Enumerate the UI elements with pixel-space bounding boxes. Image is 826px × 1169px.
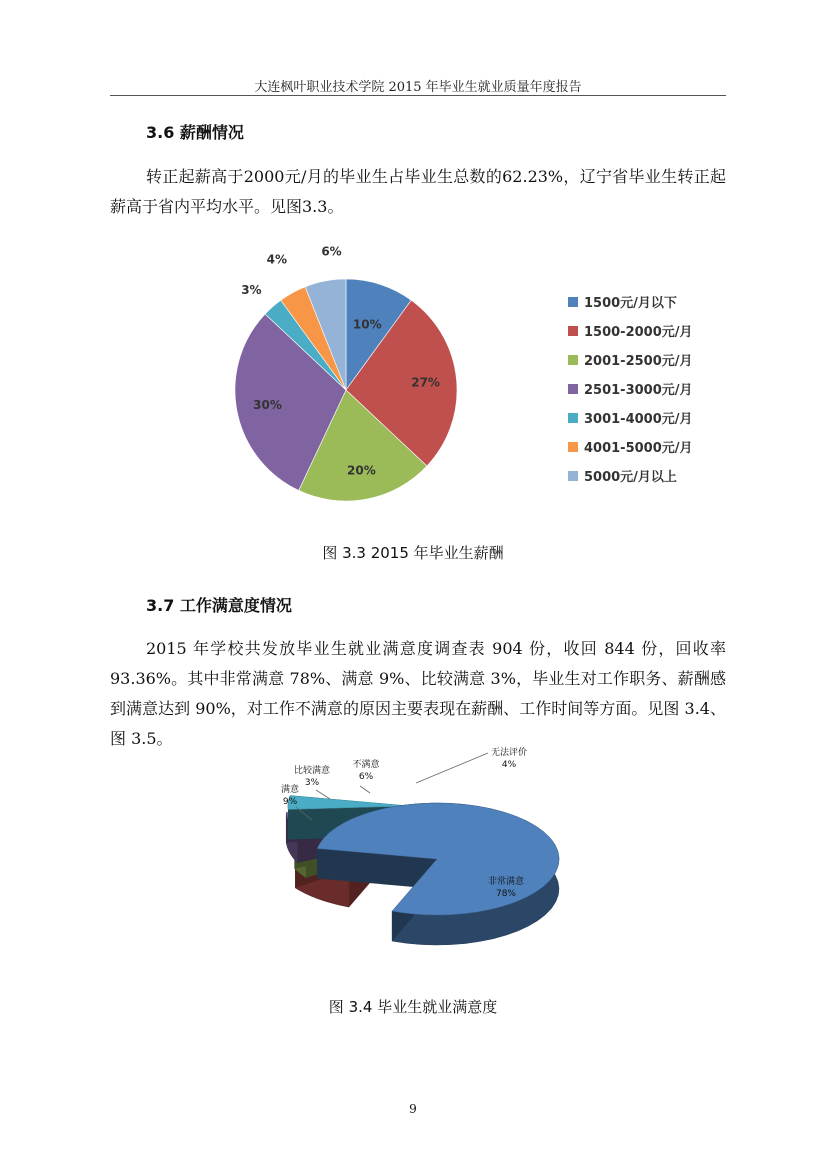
satisfaction-label-4: 无法评价 (490, 748, 528, 758)
satisfaction-value-2: 3% (304, 778, 320, 788)
salary-legend-label-6: 5000元/月以上 (584, 470, 677, 485)
salary-legend-label-4: 3001-4000元/月 (584, 412, 693, 427)
satisfaction-label-2: 比较满意 (293, 766, 331, 776)
salary-slice-label-3: 30% (253, 398, 282, 412)
satisfaction-label-3: 不满意 (352, 760, 380, 770)
satisfaction-value-0: 78% (495, 889, 517, 899)
salary-slice-label-2: 20% (347, 463, 376, 478)
section-heading-3-7: 3.7 工作满意度情况 (146, 596, 292, 615)
satisfaction-value-4: 4% (501, 760, 517, 770)
figure-caption-3-3: 图 3.3 2015 年毕业生薪酬 (322, 544, 504, 562)
salary-legend-label-3: 2501-3000元/月 (584, 383, 693, 398)
satisfaction-leader-line-3 (416, 753, 488, 783)
running-header: 大连枫叶职业技术学院 2015 年毕业生就业质量年度报告 (254, 80, 582, 95)
salary-legend-label-1: 1500-2000元/月 (584, 325, 693, 340)
salary-legend-label-0: 1500元/月以下 (584, 296, 677, 311)
figure-caption-3-4: 图 3.4 毕业生就业满意度 (328, 998, 498, 1016)
satisfaction-value-3: 6% (358, 772, 374, 782)
section-heading-3-6: 3.6 薪酬情况 (146, 123, 244, 142)
salary-legend-label-5: 4001-5000元/月 (584, 441, 693, 456)
satisfaction-value-1: 9% (282, 797, 298, 807)
satisfaction-slice-0 (317, 803, 559, 945)
section-paragraph-3-7: 2015 年学校共发放毕业生就业满意度调查表 904 份，收回 844 份，回收率 93.36%。其中非常满意 78%、满意 9%、比较满意 3%，毕业生对工作职务、薪酬感到满意达到 90%，对工作不满意的原因主要表现在薪酬、工作时间等方面。见图 3.4、图 3.5。 (110, 639, 726, 748)
salary-slice-label-6: 6% (321, 244, 342, 259)
salary-legend-label-2: 2001-2500元/月 (584, 354, 693, 369)
satisfaction-leader-line-1 (316, 790, 330, 799)
salary-slice-label-0: 10% (352, 317, 382, 332)
salary-slice-label-5: 4% (266, 252, 287, 267)
satisfaction-label-0: 非常满意 (487, 877, 525, 887)
page-number: 9 (409, 1102, 417, 1116)
section-paragraph-3-6: 转正起薪高于2000元/月的毕业生占毕业生总数的62.23%，辽宁省毕业生转正起薪高于省内平均水平。见图3.3。 (110, 167, 726, 216)
salary-slice-label-1: 27% (411, 375, 440, 390)
satisfaction-leader-line-2 (360, 786, 370, 793)
satisfaction-label-1: 满意 (280, 785, 300, 795)
salary-slice-label-4: 3% (241, 282, 262, 297)
